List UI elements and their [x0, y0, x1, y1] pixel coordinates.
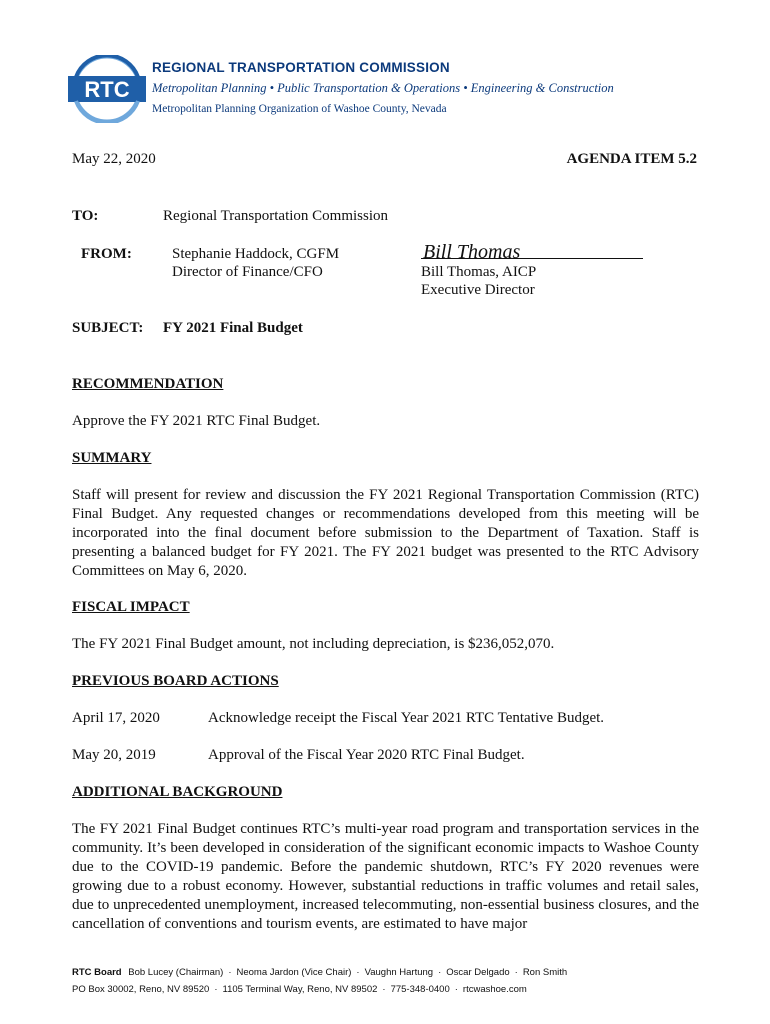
footer-po-box: PO Box 30002, Reno, NV 89520	[72, 984, 210, 995]
footer-address	[72, 984, 527, 996]
footer-separator: ·	[356, 967, 360, 978]
board-member: Ron Smith	[522, 967, 568, 978]
footer-board	[72, 967, 567, 979]
footer-separator: ·	[214, 984, 218, 995]
action-date: April 17, 2020	[72, 710, 160, 726]
executive-name: Bill Thomas, AICP	[421, 264, 537, 280]
to-value: Regional Transportation Commission	[163, 208, 389, 224]
fiscal-impact-text: The FY 2021 Final Budget amount, not including depreciation, is $236,052,070.	[72, 636, 555, 652]
subject-label: SUBJECT:	[72, 320, 144, 336]
to-label: TO:	[72, 208, 99, 224]
memo-date: May 22, 2020	[72, 151, 156, 167]
board-member: Neoma Jardon (Vice Chair)	[236, 967, 352, 978]
signature-text: Bill Thomas	[423, 241, 521, 263]
subject-value: FY 2021 Final Budget	[163, 320, 303, 336]
recommendation-text: Approve the FY 2021 RTC Final Budget.	[72, 413, 321, 429]
footer-separator: ·	[438, 967, 442, 978]
board-member: Oscar Delgado	[446, 967, 510, 978]
previous-actions-heading: PREVIOUS BOARD ACTIONS	[72, 673, 279, 689]
from-label: FROM:	[81, 246, 132, 262]
footer-phone: 775-348-0400	[390, 984, 450, 995]
logo-text: RTC	[84, 77, 130, 102]
action-date: May 20, 2019	[72, 747, 156, 763]
organization-mpo: Metropolitan Planning Organization of Washoe County, Nevada	[152, 103, 447, 115]
additional-background-text: The FY 2021 Final Budget continues RTC’s multi-year road program and transportation services in the community. It’s been developed in consideration of the significant economic impacts to Washoe County due to the COVID-19 pandemic. Before the pandemic shutdown, RTC’s FY 2020 revenues were growing due to a robust economy. However, substantial reductions in traffic volumes and retail sales, due to unprecedented unemployment, increased telecommuting, non-essential business closures, and the cancellation of conventions and tourism events, are estimated to have major	[72, 821, 699, 932]
additional-background-heading: ADDITIONAL BACKGROUND	[72, 784, 283, 800]
footer-street-address: 1105 Terminal Way, Reno, NV 89502	[222, 984, 378, 995]
organization-services: Metropolitan Planning • Public Transportation & Operations • Engineering & Construction	[152, 81, 614, 95]
footer-board-label: RTC Board	[72, 967, 122, 978]
footer-separator: ·	[514, 967, 518, 978]
from-title: Director of Finance/CFO	[172, 264, 323, 280]
signature-line	[421, 258, 643, 259]
summary-heading: SUMMARY	[72, 450, 152, 466]
organization-name: REGIONAL TRANSPORTATION COMMISSION	[152, 60, 450, 75]
from-name: Stephanie Haddock, CGFM	[172, 246, 340, 262]
board-member: Vaughn Hartung	[364, 967, 434, 978]
fiscal-impact-heading: FISCAL IMPACT	[72, 599, 190, 615]
rtc-logo	[68, 55, 146, 123]
executive-title: Executive Director	[421, 282, 535, 298]
summary-text: Staff will present for review and discussion the FY 2021 Regional Transportation Commission (RTC) Final Budget. Any requested changes or recommendations developed from this meeting will be incorporated into the final document before submission to the Department of Taxation. Staff is presenting a balanced budget for FY 2021. The FY 2021 budget was presented to the RTC Advisory Committees on May 6, 2020.	[72, 487, 699, 579]
agenda-item: AGENDA ITEM 5.2	[566, 151, 697, 167]
recommendation-heading: RECOMMENDATION	[72, 376, 224, 392]
footer-separator: ·	[454, 984, 458, 995]
footer-separator: ·	[228, 967, 232, 978]
action-text: Approval of the Fiscal Year 2020 RTC Final Budget.	[208, 747, 525, 763]
board-member: Bob Lucey (Chairman)	[128, 967, 224, 978]
footer-website: rtcwashoe.com	[462, 984, 527, 995]
signature	[421, 239, 641, 265]
footer-separator: ·	[382, 984, 386, 995]
action-text: Acknowledge receipt the Fiscal Year 2021 RTC Tentative Budget.	[208, 710, 605, 726]
